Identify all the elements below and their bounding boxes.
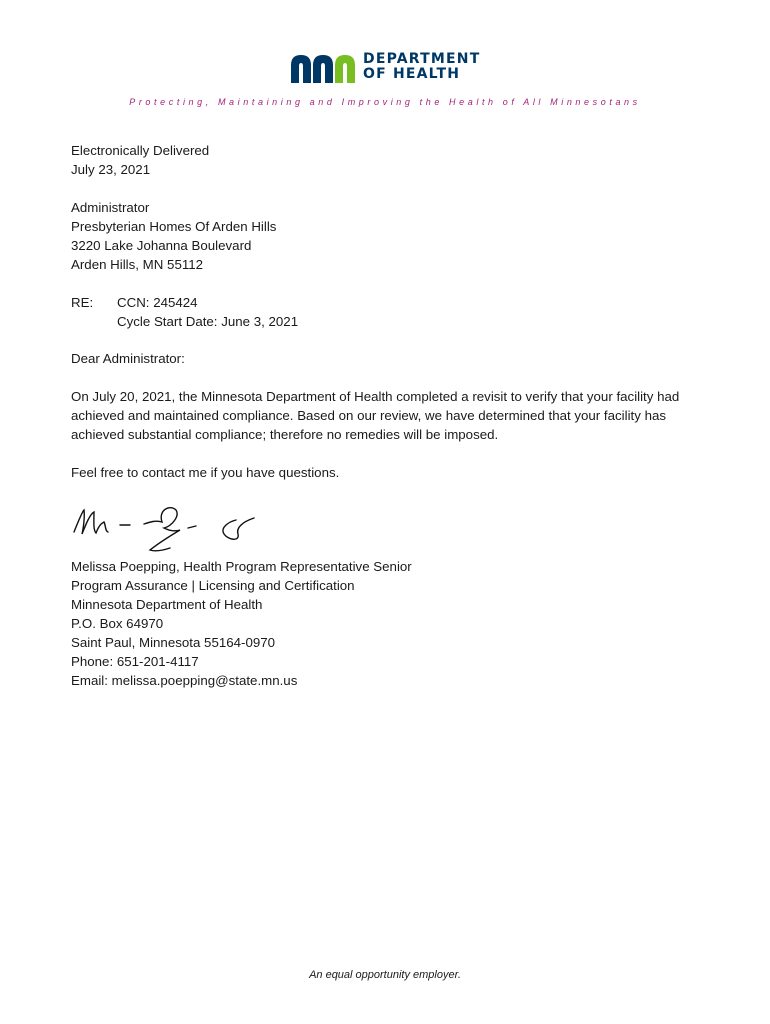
recipient-city: Arden Hills, MN 55112	[71, 257, 204, 272]
re-ccn: CCN: 245424	[117, 295, 198, 310]
signer-phone: Phone: 651-201-4117	[71, 654, 199, 669]
salutation-text: Dear Administrator:	[71, 351, 185, 366]
paragraph-text: On July 20, 2021, the Minnesota Department of Health completed a revisit to verify that your facility had achieved and maintained compliance. Based on our review, we have determined that your facility has achieved substantial compliance; therefore no remedies will be imposed.	[71, 389, 680, 442]
letterhead	[0, 50, 770, 90]
recipient-address	[71, 198, 276, 274]
signer-name-title: Melissa Poepping, Health Program Representative Senior	[71, 559, 412, 574]
footer-equal-opportunity: An equal opportunity employer.	[309, 969, 461, 981]
handwritten-signature	[70, 500, 260, 556]
recipient-street: 3220 Lake Johanna Boulevard	[71, 238, 252, 253]
recipient-title: Administrator	[71, 200, 150, 215]
recipient-facility: Presbyterian Homes Of Arden Hills	[71, 219, 277, 234]
signer-department: Minnesota Department of Health	[71, 597, 263, 612]
closing-text: Feel free to contact me if you have questions.	[71, 465, 340, 480]
salutation	[71, 349, 185, 368]
logo-line-department: DEPARTMENT	[363, 51, 481, 67]
tagline: Protecting, Maintaining and Improving the Health of All Minnesotans	[129, 97, 641, 107]
signer-email: Email: melissa.poepping@state.mn.us	[71, 673, 298, 688]
letter-date: July 23, 2021	[71, 162, 151, 177]
re-label: RE:	[71, 295, 94, 310]
body-paragraph	[71, 387, 711, 444]
signer-division: Program Assurance | Licensing and Certification	[71, 578, 355, 593]
mn-logo-icon	[289, 53, 359, 83]
delivery-method: Electronically Delivered	[71, 143, 210, 158]
logo-text	[363, 52, 480, 82]
signer-po-box: P.O. Box 64970	[71, 616, 164, 631]
re-cycle: Cycle Start Date: June 3, 2021	[117, 314, 299, 329]
logo-line-health: OF HEALTH	[363, 66, 461, 82]
signature-block	[71, 557, 412, 690]
closing-paragraph	[71, 463, 339, 482]
delivery-block	[71, 141, 209, 179]
signer-city: Saint Paul, Minnesota 55164-0970	[71, 635, 276, 650]
re-block	[71, 293, 298, 331]
